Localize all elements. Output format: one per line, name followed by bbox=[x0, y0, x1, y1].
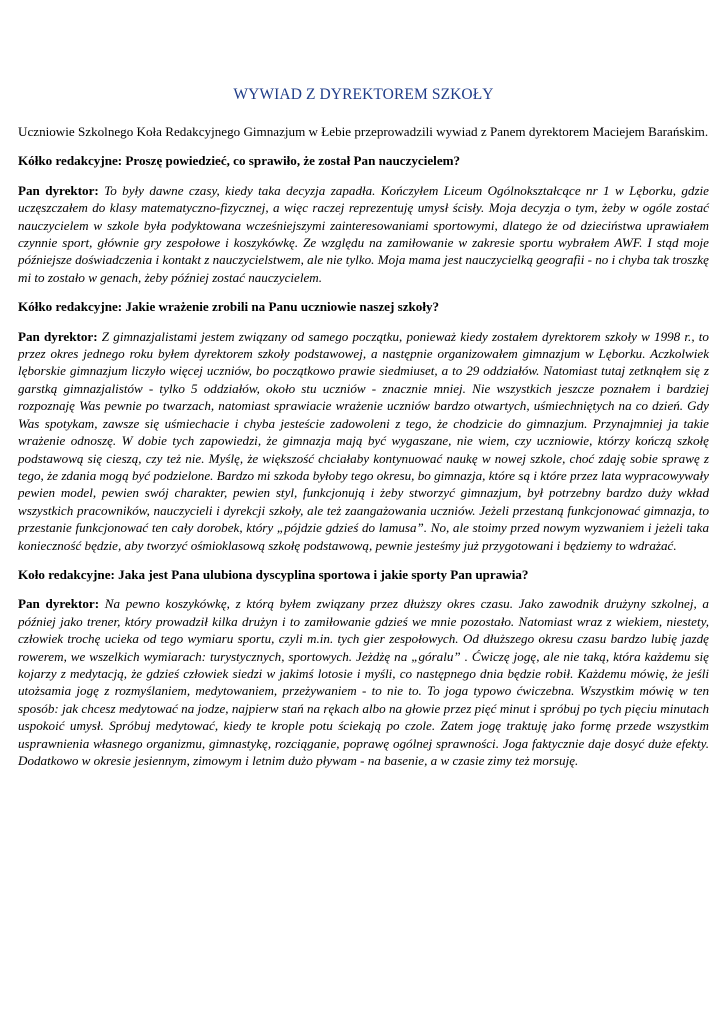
answer-3-text: Na pewno koszykówkę, z którą byłem związany przez dłuższy okres czasu. Jako zawodnik drużyny szkolnej, a później jako trener, który prowadził kilka drużyn i to zamiłowanie gdzieś we mnie pozostało. Natomiast wraz z wiekiem, niestety, człowiek trochę ucieka od tego wymiaru sportu, czyli m.in. tych gier zespołowych. Od dłuższego okresu czasu bardzo lubię jazdę rowerem, we wszelkich wymiarach: turystycznych, sportowych. Jeżdżę na „góralu” . Ćwiczę jogę, ale nie taką, która każdemu się kojarzy z medytacją, że gdzieś człowiek siedzi w jakimś lotosie i myśli, co następnego dnia będzie robił. Każdemu mówię, że jeśli utożsamia jogę z rozmyślaniem, medytowaniem, przeżywaniem - to nie to. To joga typowo ćwiczebna. Wszystkim mówię w ten sposób: jak chcesz medytować na jodze, najpierw stań na rękach albo na głowie przez pięć minut i spróbuj po tych pięciu minutach uspokoić umysł. Spróbuj medytować, kiedy te krople potu ściekają po czole. Zatem jogę traktuję jako formę przede wszystkim usprawnienia własnego organizmu, gimnastykę, rozciąganie, poprawę ogólnej sprawności. Joga faktycznie daje dosyć duże efekty. Dodatkowo w okresie jesiennym, zimowym i letnim dużo pływam - na basenie, a w czasie zimy też morsuję. bbox=[18, 596, 709, 768]
answer-2 bbox=[18, 328, 709, 554]
answer-2-text: Z gimnazjalistami jestem związany od samego początku, ponieważ kiedy zostałem dyrektorem szkoły w 1998 r., to przez okres jednego roku byłem dyrektorem szkoły podstawowej, a następnie organizowałem gimnazjum w Lęborku. Aczkolwiek lęborskie gimnazjum liczyło więcej uczniów, bo początkowo prawie siedmiuset, a to 29 oddziałów. Natomiast tutaj zetknąłem się z garstką gimnazjalistów - tylko 5 oddziałów, około stu uczniów - znacznie mniej. Nie wszystkich jeszcze poznałem i bardziej rozpoznaję Was pewnie po twarzach, natomiast sprawiacie wrażenie uczniów bardzo otwartych, uśmiechniętych na co dzień. Gdy Was spotykam, zawsze się uśmiechacie i chyba jesteście zadowoleni z tego, że chodzicie do gimnazjum. Przynajmniej ja takie wrażenie odnoszę. W dobie tych zapowiedzi, że gimnazja mają być wygaszane, nie wiem, czy uczniowie, którzy kończą szkołę podstawową się cieszą, czy też nie. Myślę, że większość chciałaby kontynuować naukę w nowej szkole, choć zdaję sobie sprawę z tego, że zdania mogą być podzielone. Bardzo mi szkoda byłoby tego okresu, bo gimnazja, które są i które przez lata wypracowywały pewien model, pewien swój charakter, pewien styl, funkcjonują i żeby stworzyć gimnazjum, był potrzebny bardzo duży wkład wszystkich pracowników, nauczycieli i dyrekcji szkoły, ale też zaangażowania uczniów. Jeżeli przestaną funkcjonować gimnazja, to przestanie funkcjonować ten cały dorobek, który „pójdzie gdzieś do lamusa”. No, ale stoimy przed nowym wyzwaniem i jeżeli taka konieczność będzie, aby tworzyć ośmioklasową szkołę podstawową, pewnie jesteśmy już przygotowani i będziemy to wdrażać. bbox=[18, 328, 709, 553]
answer-3 bbox=[18, 595, 709, 769]
question-2 bbox=[18, 298, 709, 315]
question-3 bbox=[18, 566, 709, 583]
question-2-speaker: Kółko redakcyjne bbox=[18, 299, 118, 315]
question-1 bbox=[18, 152, 709, 169]
question-1-speaker: Kółko redakcyjne: bbox=[18, 153, 123, 169]
answer-3-speaker: Pan dyrektor: bbox=[18, 596, 100, 612]
answer-1-text: To były dawne czasy, kiedy taka decyzja zapadła. Kończyłem Liceum Ogólnokształcące nr 1 w Lęborku, gdzie uczęszczałem do klasy matematyczno-fizycznej, a więc raczej reprezentuję umysł ścisły. Moja decyzja o tym, żeby w ogóle zostać nauczycielem w szkole była podyktowana wcześniejszymi zainteresowaniami sportowymi, dlatego że od dzieciństwa uprawiałem czynnie sport, głównie gry zespołowe i koszykówkę. Ze względu na zamiłowanie w zakresie sportu wybrałem AWF. I stąd moje późniejsze doświadczenia i kontakt z nauczycielstwem, ale nie tylko. Moja mama jest nauczycielką geografii - no i chyba tak troszkę mi to zostało w genach, żeby później zostać nauczycielem. bbox=[18, 182, 709, 285]
page-title: WYWIAD Z DYREKTOREM SZKOŁY bbox=[233, 86, 494, 103]
document-body bbox=[18, 123, 709, 781]
intro-paragraph: Uczniowie Szkolnego Koła Redakcyjnego Gimnazjum w Łebie przeprowadzili wywiad z Panem dyrektorem Maciejem Barańskim. bbox=[18, 124, 709, 139]
answer-1 bbox=[18, 182, 709, 286]
answer-1-speaker: Pan dyrektor: bbox=[18, 182, 99, 198]
answer-2-speaker: Pan dyrektor: bbox=[18, 328, 98, 344]
question-1-text: Proszę powiedzieć, co sprawiło, że został Pan nauczycielem? bbox=[122, 153, 461, 169]
question-2-text: : Jakie wrażenie zrobili na Panu uczniowie naszej szkoły? bbox=[117, 299, 440, 315]
question-3-text: Jaka jest Pana ulubiona dyscyplina sportowa i jakie sporty Pan uprawia? bbox=[114, 566, 529, 582]
question-3-speaker: Koło redakcyjne: bbox=[18, 566, 115, 582]
